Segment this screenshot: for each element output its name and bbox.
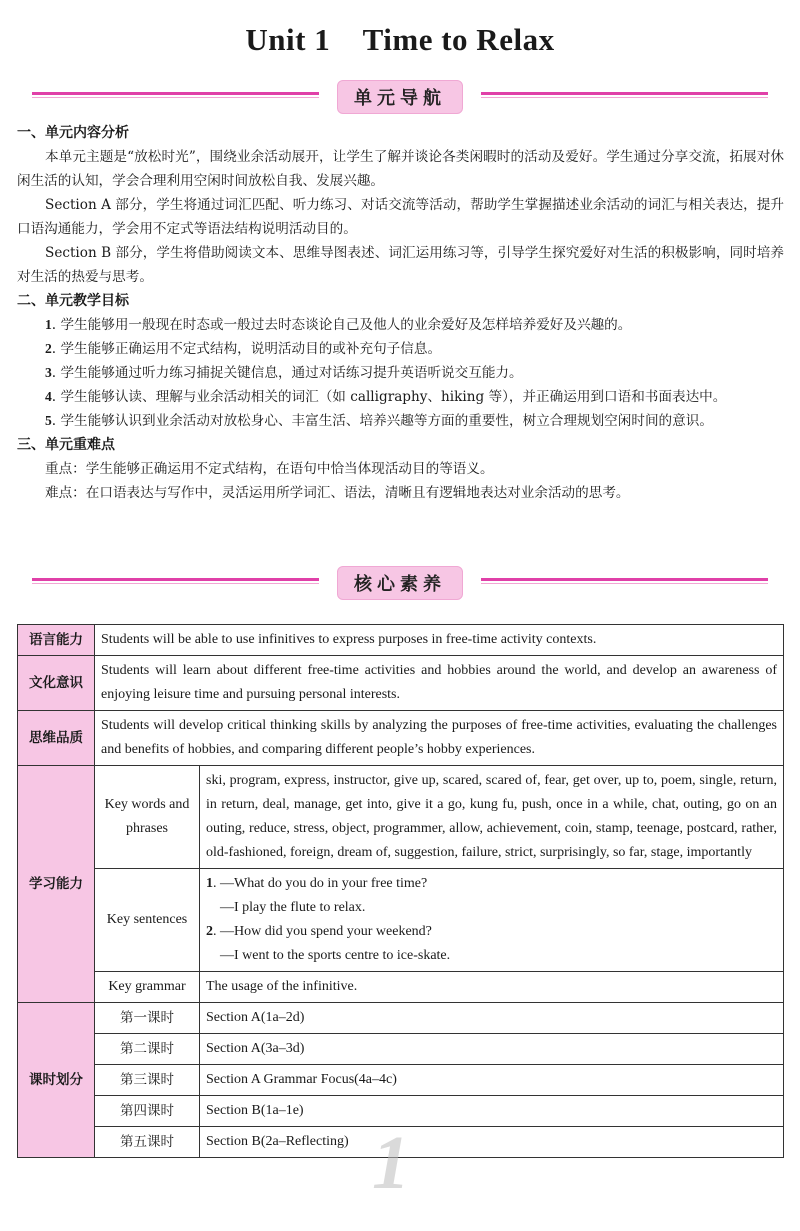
unit-overview <box>17 121 784 505</box>
banner-label: 核心素养 <box>337 566 463 600</box>
period-text: Section A Grammar Focus(4a–4c) <box>200 1065 784 1096</box>
sentence-line: —I went to the sports centre to ice-skate. <box>220 948 451 963</box>
sentence-line: 2. —How did you spend your weekend? <box>206 924 432 939</box>
sentence-line: 1. —What do you do in your free time? <box>206 876 428 891</box>
period-label: 第五课时 <box>95 1127 200 1158</box>
table-row <box>18 1003 784 1034</box>
banner-label-wrap <box>319 80 481 114</box>
table-row <box>18 869 784 972</box>
period-label: 第三课时 <box>95 1065 200 1096</box>
sentence-line: —I play the flute to relax. <box>220 900 366 915</box>
row-label: 思维品质 <box>18 711 95 766</box>
period-text: Section A(3a–3d) <box>200 1034 784 1065</box>
table-row <box>18 972 784 1003</box>
period-text: Section A(1a–2d) <box>200 1003 784 1034</box>
page-number: 1 <box>372 1121 410 1205</box>
goal-item: 5. 学生能够认识到业余活动对放松身心、丰富生活、培养兴趣等方面的重要性，树立合理规划空闲时间的意识。 <box>45 413 713 429</box>
banner-label: 单元导航 <box>337 80 463 114</box>
table-row <box>18 656 784 711</box>
goal-item: 2. 学生能够正确运用不定式结构，说明活动目的或补充句子信息。 <box>45 341 442 357</box>
row-label: 课时划分 <box>18 1003 95 1158</box>
section-heading: 二、单元教学目标 <box>17 293 129 309</box>
difficult-point: 难点：在口语表达与写作中，灵活运用所学词汇、语法，清晰且有逻辑地表达对业余活动的思考。 <box>45 485 630 501</box>
row-label: 文化意识 <box>18 656 95 711</box>
table-row <box>18 711 784 766</box>
period-label: 第二课时 <box>95 1034 200 1065</box>
section-heading: 三、单元重难点 <box>17 437 115 453</box>
banner-core-literacy <box>32 566 768 606</box>
row-label: 学习能力 <box>18 766 95 1003</box>
key-grammar-text: The usage of the infinitive. <box>200 972 784 1003</box>
period-text: Section B(2a–Reflecting) <box>200 1127 784 1158</box>
row-label: 语言能力 <box>18 625 95 656</box>
section-heading: 一、单元内容分析 <box>17 125 129 141</box>
sub-label: Key grammar <box>95 972 200 1003</box>
period-label: 第一课时 <box>95 1003 200 1034</box>
row-text: Students will learn about different free-time activities and hobbies around the world, and develop an awareness of enjoying leisure time and pursuing personal interests. <box>95 656 784 711</box>
key-point: 重点：学生能够正确运用不定式结构，在语句中恰当体现活动目的等语义。 <box>45 461 494 477</box>
table-row <box>18 766 784 869</box>
key-sentences <box>200 869 784 972</box>
key-words-text: ski, program, express, instructor, give up, scared, scared of, fear, get over, up to, poem, single, return, in return, deal, manage, get into, give it a go, kung fu, push, once in a while, chat, outing, go on an outing, reduce, stress, object, programmer, allow, achievement, coin, stamp, teenage, postcard, rather, old-fashioned, foreign, dream of, suggestion, failure, strict, surprisingly, so far, stage, importantly <box>200 766 784 869</box>
core-literacy-table <box>17 624 784 1158</box>
period-text: Section B(1a–1e) <box>200 1096 784 1127</box>
banner-label-wrap <box>319 566 481 600</box>
table-row <box>18 625 784 656</box>
goal-item: 4. 学生能够认读、理解与业余活动相关的词汇（如 calligraphy、hiking 等），并正确运用到口语和书面表达中。 <box>45 389 727 405</box>
period-label: 第四课时 <box>95 1096 200 1127</box>
table-row <box>18 1034 784 1065</box>
paragraph: Section A 部分，学生将通过词汇匹配、听力练习、对话交流等活动，帮助学生掌握描述业余活动的词汇与相关表达，提升口语沟通能力，学会用不定式等语法结构说明活动目的。 <box>17 197 784 237</box>
table-row <box>18 1065 784 1096</box>
paragraph: 本单元主题是“放松时光”，围绕业余活动展开，让学生了解并谈论各类闲暇时的活动及爱好。学生通过分享交流，拓展对休闲生活的认知，学会合理利用空闲时间放松自我、发展兴趣。 <box>17 149 784 189</box>
unit-title: Unit 1 Time to Relax <box>245 22 555 57</box>
row-text: Students will develop critical thinking skills by analyzing the purposes of free-time activities, evaluating the challenges and benefits of hobbies, and comparing different people’s hobby experiences. <box>95 711 784 766</box>
banner-unit-navigation <box>32 80 768 120</box>
goal-item: 3. 学生能够通过听力练习捕捉关键信息，通过对话练习提升英语听说交互能力。 <box>45 365 523 381</box>
sub-label: Key sentences <box>95 869 200 972</box>
goal-item: 1. 学生能够用一般现在时态或一般过去时态谈论自己及他人的业余爱好及怎样培养爱好及兴趣的。 <box>45 317 632 333</box>
row-text: Students will be able to use infinitives to express purposes in free-time activity contexts. <box>95 625 784 656</box>
sub-label: Key words and phrases <box>95 766 200 869</box>
paragraph: Section B 部分，学生将借助阅读文本、思维导图表述、词汇运用练习等，引导学生探究爱好对生活的积极影响，同时培养对生活的热爱与思考。 <box>17 245 784 285</box>
